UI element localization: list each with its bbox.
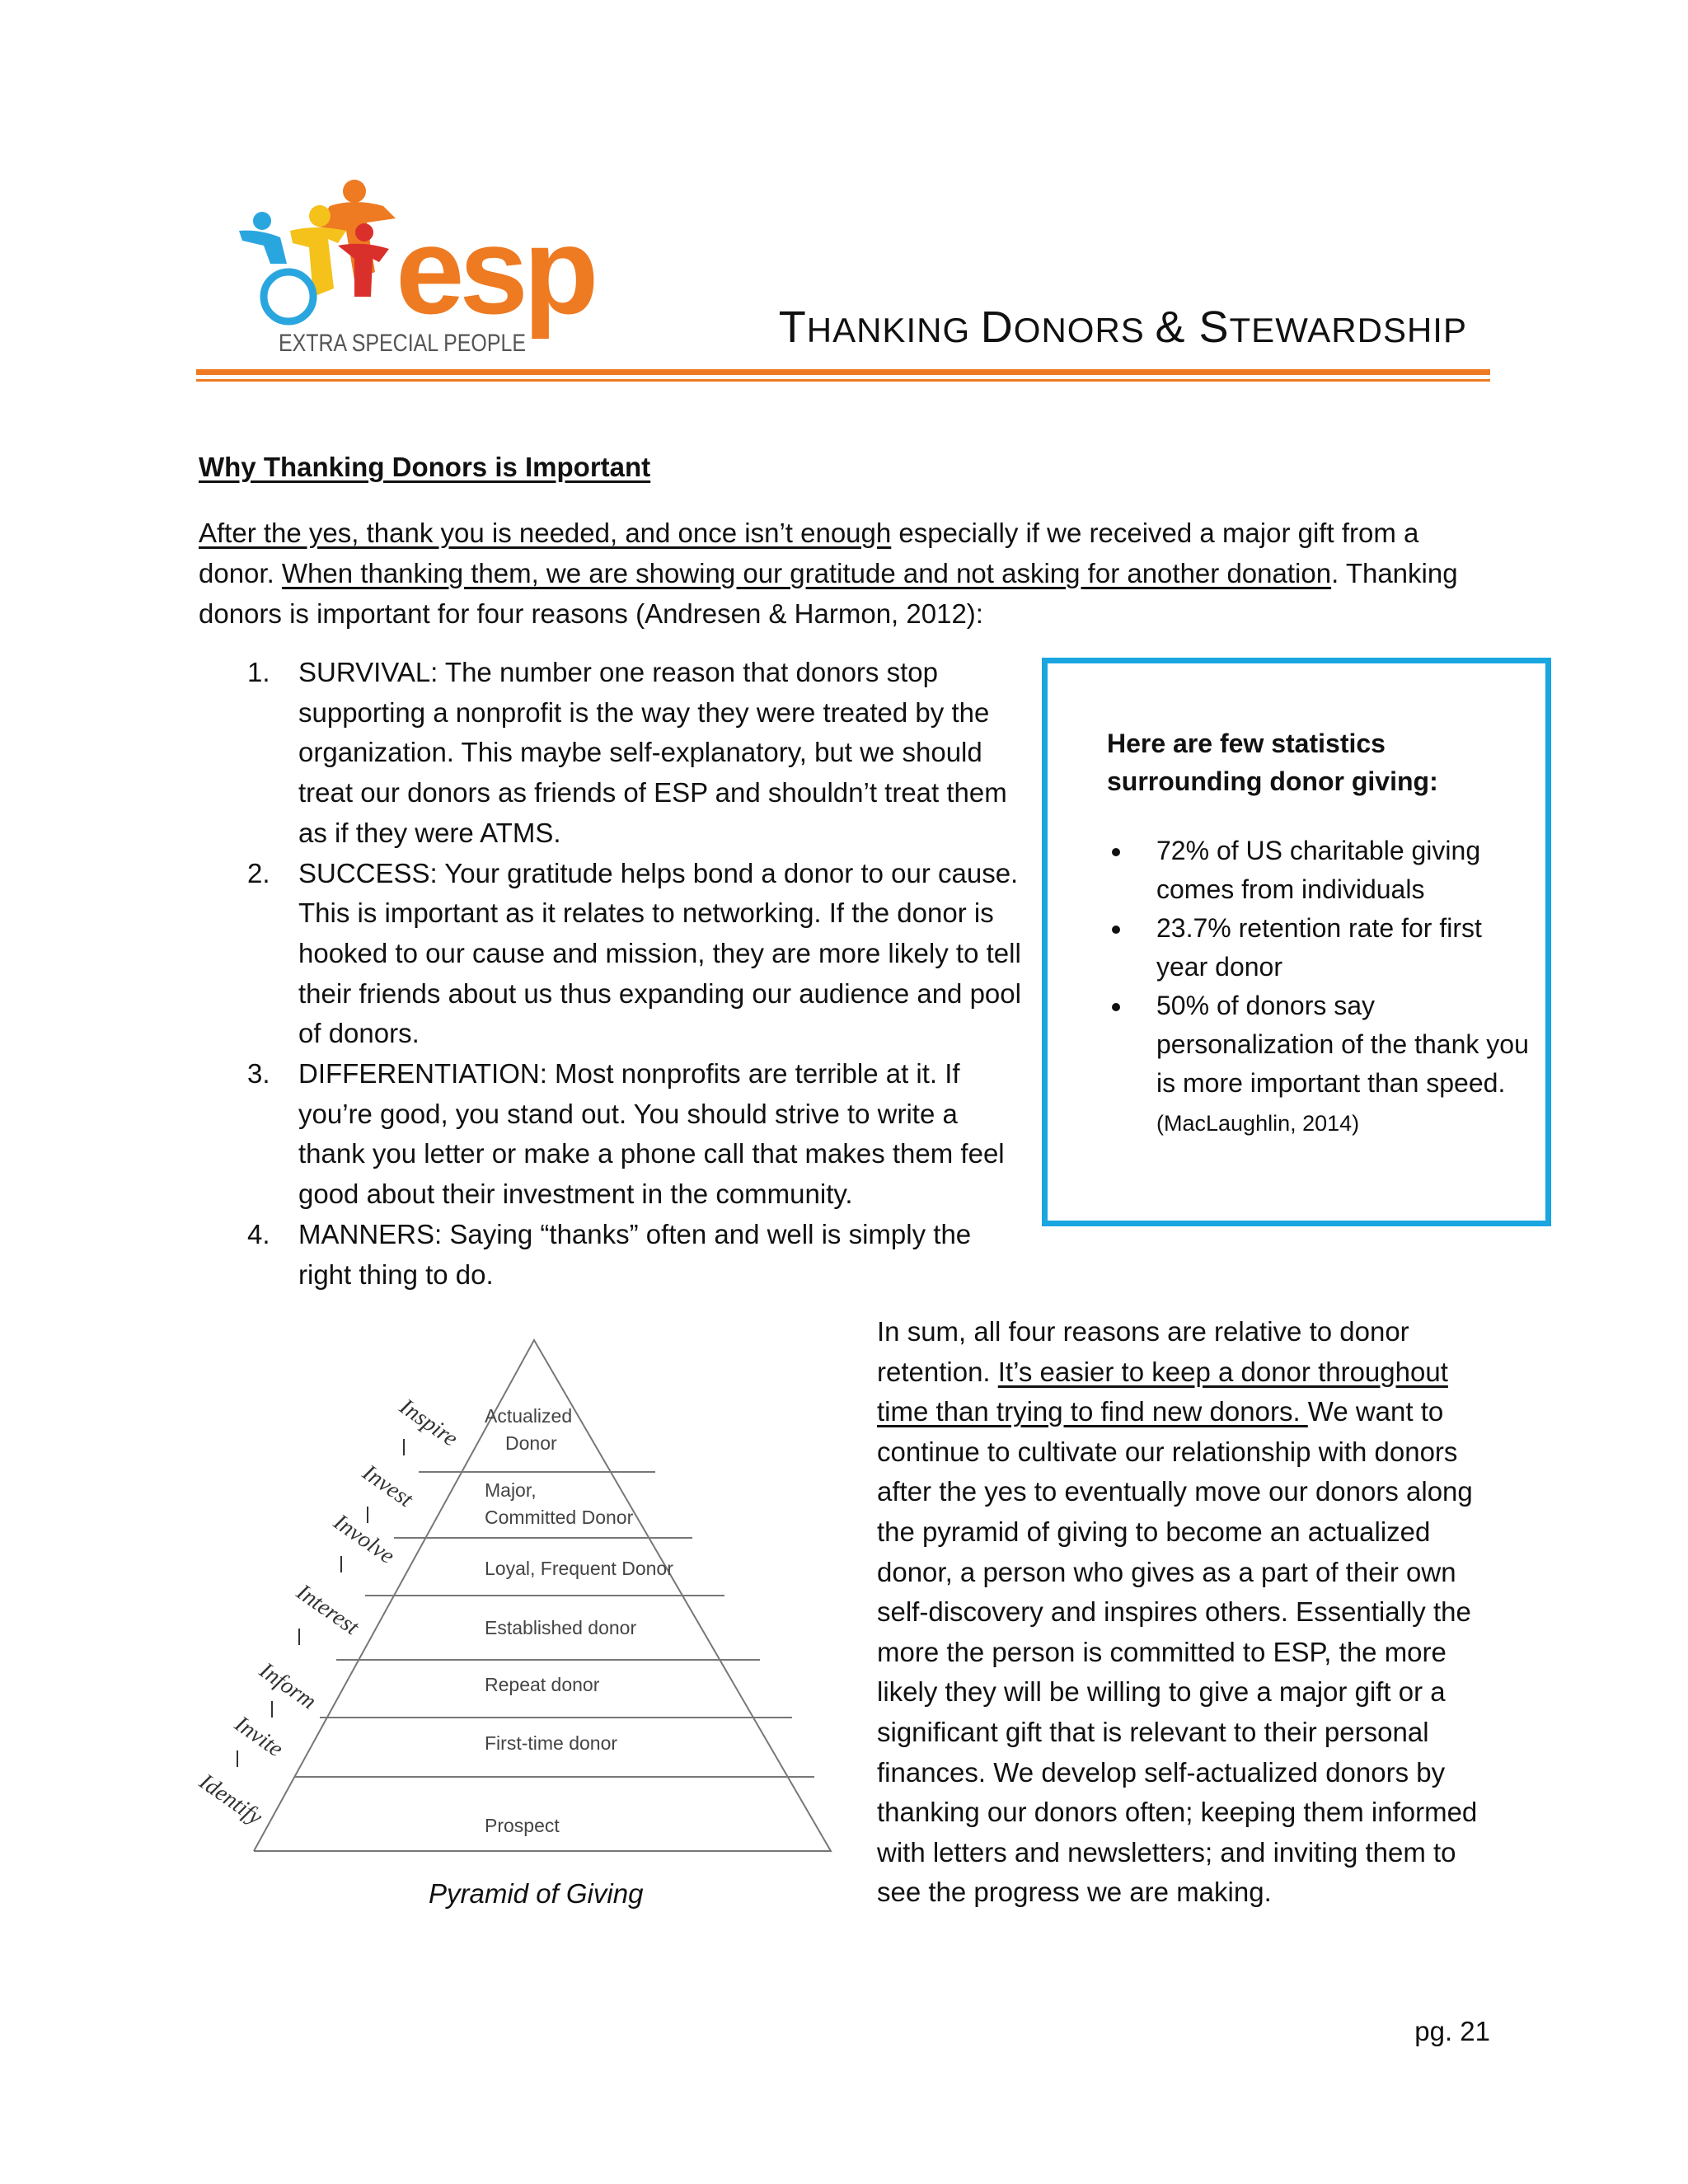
list-item: 23.7% retention rate for first year donor [1107,909,1536,987]
summary-paragraph: In sum, all four reasons are relative to donor retention. It’s easier to keep a donor throughout time than trying to find new donors. We want to continue to cultivate our relationship with donors after the yes to eventually move our donors along the pyramid of giving to become an actualized donor, a person who gives as a part of their own self-discovery and inspires others. Essentially the more the person is committed to ESP, the more likely they will be willing to give a major gift or a significant gift that is relevant to their personal finances. We develop self-actualized donors by thanking our donors often; keeping them informed with letters and newsletters; and inviting them to see the progress we are making. [877,1316,1478,1908]
bullet-icon [1112,926,1120,934]
pyramid-level: Major, [485,1479,537,1501]
statistics-box [1042,658,1551,1226]
pyramid-stage: Inspire [394,1394,462,1452]
pyramid-stage: Invest [357,1460,418,1513]
pyramid-level: Prospect [485,1815,560,1836]
pyramid-level: Loyal, Frequent Donor [485,1558,673,1579]
list-item: 50% of donors say personalization of the thank you is more important than speed. (MacLaughlin, 2014) [1107,987,1536,1143]
pyramid-level: Repeat donor [485,1674,600,1695]
bullet-icon [1112,1003,1120,1011]
pyramid-stage: Interest [291,1579,363,1641]
esp-logo [231,173,626,359]
pyramid-stage: Inform [254,1657,321,1715]
document-title: THANKING DONORS & STEWARDSHIP [778,302,1467,352]
pyramid-level: Donor [505,1432,557,1454]
section-title: Why Thanking Donors is Important [199,452,651,482]
intro-paragraph: After the yes, thank you is needed, and once isn’t enough especially if we received a major gift from a donor. When thanking them, we are showing our gratitude and not asking for another donation. Thanking donors is important for four reasons (Andresen & Harmon, 2012): [199,518,1458,629]
page-number: pg. 21 [1414,2016,1490,2046]
pyramid-level: First-time donor [485,1732,618,1754]
pyramid-stage: Invite [229,1711,288,1763]
pyramid-level: Committed Donor [485,1507,634,1528]
header-rule-thin [196,379,1490,382]
pyramid-level: Actualized [485,1405,573,1427]
pyramid-of-giving-figure [188,1332,839,1868]
list-item: 72% of US charitable giving comes from individuals [1107,832,1536,909]
list-item: 3. DIFFERENTIATION: Most nonprofits are terrible at it. If you’re good, you stand out. You should strive to write a thank you letter or make a phone call that makes them feel good about their investment in the community. [247,1058,1005,1210]
pyramid-stage: Identify [194,1769,267,1830]
header-rule [196,369,1490,375]
list-item: 2. SUCCESS: Your gratitude helps bond a donor to our cause. This is important as it relates to networking. If the donor is hooked to our cause and mission, they are more likely to tell their friends about us thus expanding our audience and pool of donors. [247,857,1021,1049]
pyramid-stage: Involve [328,1509,400,1569]
figure-caption: Pyramid of Giving [429,1878,644,1909]
logo-wordmark: esp [396,201,594,340]
statistics-heading: Here are few statistics surrounding donor giving: [1107,729,1438,796]
reasons-list [244,653,1027,1295]
logo-tagline: EXTRA SPECIAL PEOPLE [279,330,526,357]
list-item: 1. SURVIVAL: The number one reason that donors stop supporting a nonprofit is the way they were treated by the organization. This maybe self-explanatory, but we should treat our donors as friends of ESP and shouldn’t treat them as if they were ATMS. [247,657,1007,848]
citation: (MacLaughlin, 2014) [1156,1111,1360,1136]
statistics-list [1107,832,1536,1143]
bullet-icon [1112,848,1120,856]
list-item: 4. MANNERS: Saying “thanks” often and well is simply the right thing to do. [247,1218,972,1290]
pyramid-level: Established donor [485,1617,637,1638]
